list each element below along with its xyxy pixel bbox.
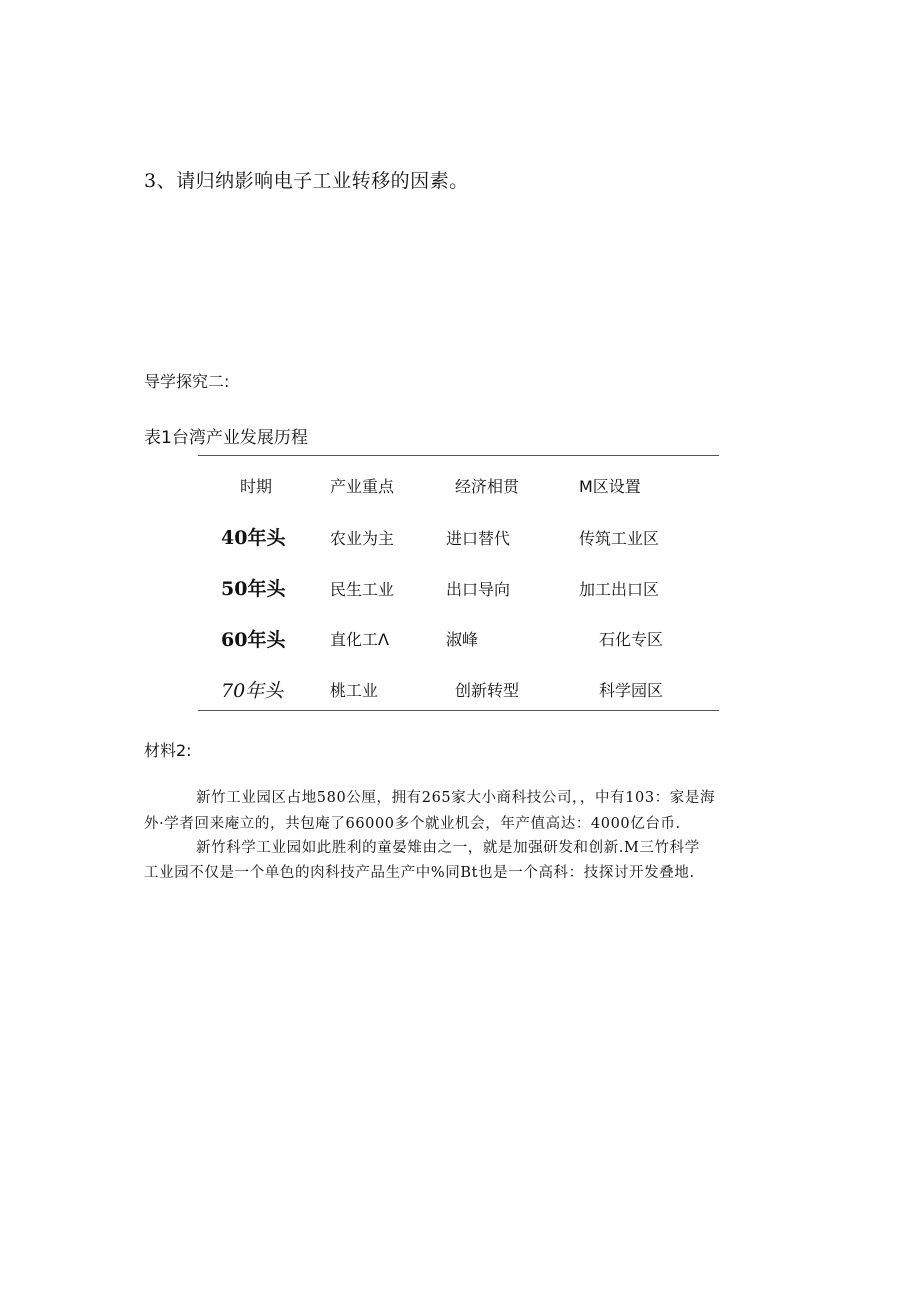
table-caption: 表1台湾产业发展历程 — [144, 428, 308, 448]
section-heading: 导学探究二: — [144, 372, 230, 391]
row-period: 40年头 — [221, 527, 286, 549]
row-industry: 直化工Λ — [330, 630, 389, 649]
row-industry: 民生工业 — [330, 580, 395, 599]
paragraph-line: 新竹工业园区占地580公厘，拥有265家大小商科技公司，，中有103：家是海 — [196, 790, 716, 806]
row-industry: 桃工业 — [330, 681, 379, 700]
header-industry-focus: 产业重点 — [330, 477, 395, 496]
row-policy: 出口导向 — [446, 580, 511, 599]
row-period: 60年头 — [221, 629, 286, 651]
material-label: 材料2: — [144, 741, 192, 760]
paragraph-line: 工业园不仅是一个单色的肉科技产品生产中%同Bt也是一个高科：技探讨开发叠地. — [144, 865, 695, 881]
header-zone-setup: M区设置 — [579, 477, 641, 496]
header-period: 时期 — [240, 477, 273, 496]
row-zone: 传筑工业区 — [579, 529, 660, 548]
paragraph-line: 外·学者回来庵立的，共包庵了66000多个就业机会，年产值高达：4000亿台币. — [144, 816, 681, 832]
row-industry: 农业为主 — [330, 529, 395, 548]
row-policy: 进口替代 — [446, 529, 511, 548]
row-policy: 淑峰 — [446, 630, 479, 649]
row-zone: 石化专区 — [599, 630, 664, 649]
table-bottom-rule — [198, 710, 719, 711]
row-period: 70年头 — [221, 680, 284, 702]
question-3: 3、请归纳影响电子工业转移的因素。 — [144, 170, 469, 192]
row-zone: 加工出口区 — [579, 580, 660, 599]
header-economic-policy: 经济相贯 — [455, 477, 520, 496]
row-zone: 科学园区 — [599, 681, 664, 700]
row-policy: 创新转型 — [455, 681, 520, 700]
table-top-rule — [198, 455, 719, 456]
paragraph-line: 新竹科学工业园如此胜利的童晏雉由之一，就是加强研发和创新.M三竹科学 — [196, 840, 700, 856]
row-period: 50年头 — [221, 578, 286, 600]
